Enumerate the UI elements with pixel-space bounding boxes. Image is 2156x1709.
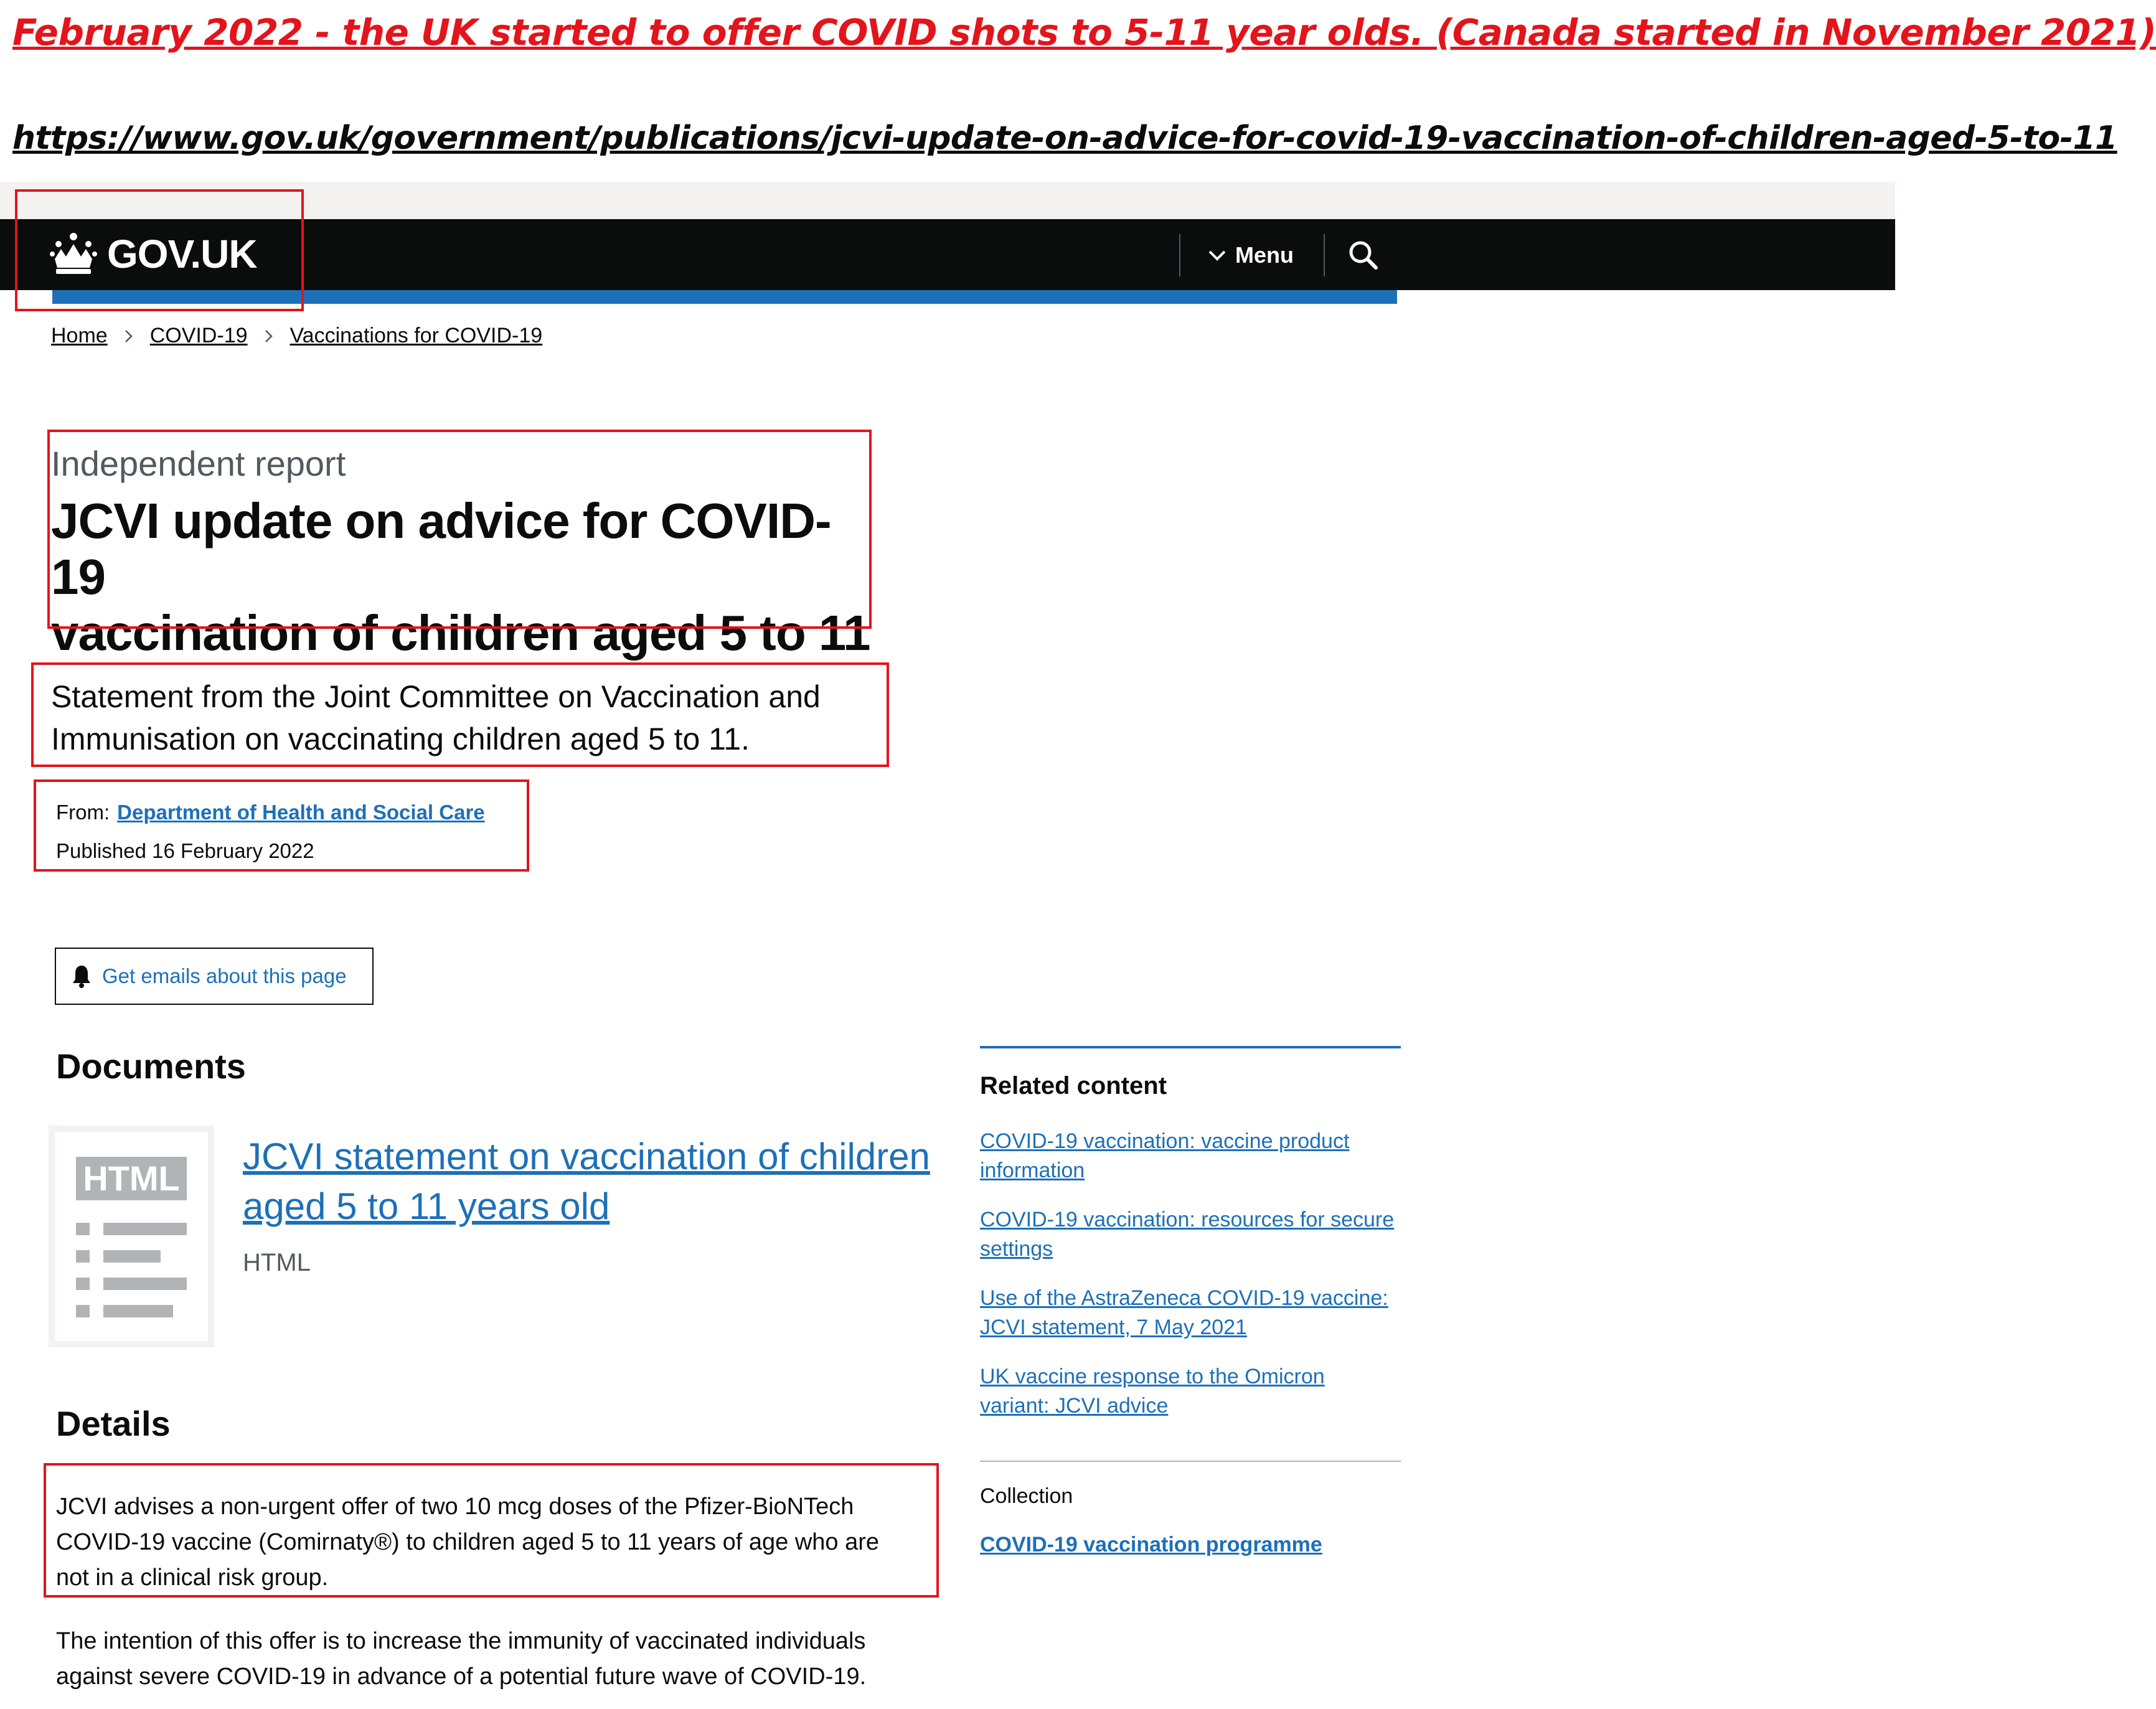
related-link-line: settings <box>980 1237 1053 1261</box>
document-type: HTML <box>243 1249 311 1276</box>
lead-line-1: Statement from the Joint Committee on Vaccination and <box>51 679 821 714</box>
details-paragraph-2 <box>56 1624 953 1695</box>
document-link-line-2: aged 5 to 11 years old <box>243 1185 610 1227</box>
page-title-line-2: vaccination of children aged 5 to 11 <box>51 605 870 661</box>
related-link-line: COVID-19 vaccination: resources for secure <box>980 1208 1395 1231</box>
document-link[interactable] <box>243 1132 959 1231</box>
related-link-line: JCVI statement, 7 May 2021 <box>980 1316 1247 1339</box>
collection-link[interactable]: COVID-19 vaccination programme <box>980 1533 1322 1556</box>
related-top-rule <box>980 1046 1401 1048</box>
documents-heading: Documents <box>56 1047 246 1086</box>
related-link-line: Use of the AstraZeneca COVID-19 vaccine: <box>980 1286 1388 1310</box>
menu-button[interactable] <box>1208 234 1294 276</box>
highlight-box-details <box>44 1463 939 1598</box>
collection-label: Collection <box>980 1484 1073 1508</box>
details-heading: Details <box>56 1404 171 1443</box>
get-emails-label: Get emails about this page <box>102 964 347 987</box>
html-document-icon[interactable] <box>55 1132 208 1341</box>
chevron-right-icon <box>264 329 274 344</box>
highlight-box-logo <box>15 189 304 311</box>
header-divider <box>1179 234 1180 276</box>
from-organisation-link[interactable]: Department of Health and Social Care <box>117 801 485 824</box>
html-thumbnail-label: HTML <box>83 1159 180 1198</box>
related-link-line: variant: JCVI advice <box>980 1394 1169 1418</box>
highlight-box-lead <box>31 662 889 767</box>
lead-line-2: Immunisation on vaccinating children aged 5 to 11. <box>51 722 750 756</box>
bell-icon <box>72 964 91 988</box>
header-divider <box>1324 234 1325 276</box>
related-content-heading: Related content <box>980 1072 1167 1099</box>
details-p1-line-1: JCVI advises a non-urgent offer of two 10 mcg doses of the Pfizer-BioNTech <box>56 1494 854 1520</box>
published-date: Published 16 February 2022 <box>56 839 314 862</box>
annotation-url: https://www.gov.uk/government/publications/jcvi-update-on-advice-for-covid-19-vaccination-of-children-aged-5-to-11 <box>12 120 2117 157</box>
breadcrumb-vaccinations[interactable]: Vaccinations for COVID-19 <box>290 324 543 347</box>
document-link-line-1: JCVI statement on vaccination of children <box>243 1136 930 1177</box>
related-link-line: UK vaccine response to the Omicron <box>980 1365 1325 1388</box>
annotation-headline: February 2022 - the UK started to offer COVID shots to 5-11 year olds. (Canada started in November 2021) <box>12 11 2156 54</box>
related-link[interactable] <box>980 1362 1410 1421</box>
related-link[interactable] <box>980 1205 1410 1264</box>
menu-label: Menu <box>1235 242 1294 268</box>
details-p1-line-2: COVID-19 vaccine (Comirnaty®) to children aged 5 to 11 years of age who are <box>56 1529 880 1555</box>
page-title-line-1: JCVI update on advice for COVID-19 <box>51 493 831 605</box>
get-emails-button[interactable] <box>55 948 374 1005</box>
breadcrumb <box>51 324 542 348</box>
highlight-box-metadata <box>34 779 529 872</box>
chevron-right-icon <box>124 329 134 344</box>
highlight-box-title <box>47 430 872 629</box>
from-label: From: <box>56 801 110 824</box>
related-link[interactable] <box>980 1127 1410 1185</box>
details-p2-line-1: The intention of this offer is to increase the immunity of vaccinated individuals <box>56 1628 866 1654</box>
details-p2-line-2: against severe COVID-19 in advance of a potential future wave of COVID-19. <box>56 1664 867 1690</box>
govuk-logo[interactable]: GOV.UK <box>107 232 257 276</box>
search-icon[interactable] <box>1345 237 1382 274</box>
breadcrumb-home[interactable]: Home <box>51 324 108 347</box>
chevron-down-icon <box>1208 248 1226 262</box>
page-caption: Independent report <box>51 444 346 483</box>
collection-rule <box>980 1461 1401 1462</box>
related-content-list <box>980 1127 1410 1441</box>
related-link-line: COVID-19 vaccination: vaccine product <box>980 1129 1350 1153</box>
related-link[interactable] <box>980 1284 1410 1342</box>
breadcrumb-covid19[interactable]: COVID-19 <box>149 324 248 347</box>
details-p1-line-3: not in a clinical risk group. <box>56 1565 329 1591</box>
related-link-line: information <box>980 1159 1085 1182</box>
